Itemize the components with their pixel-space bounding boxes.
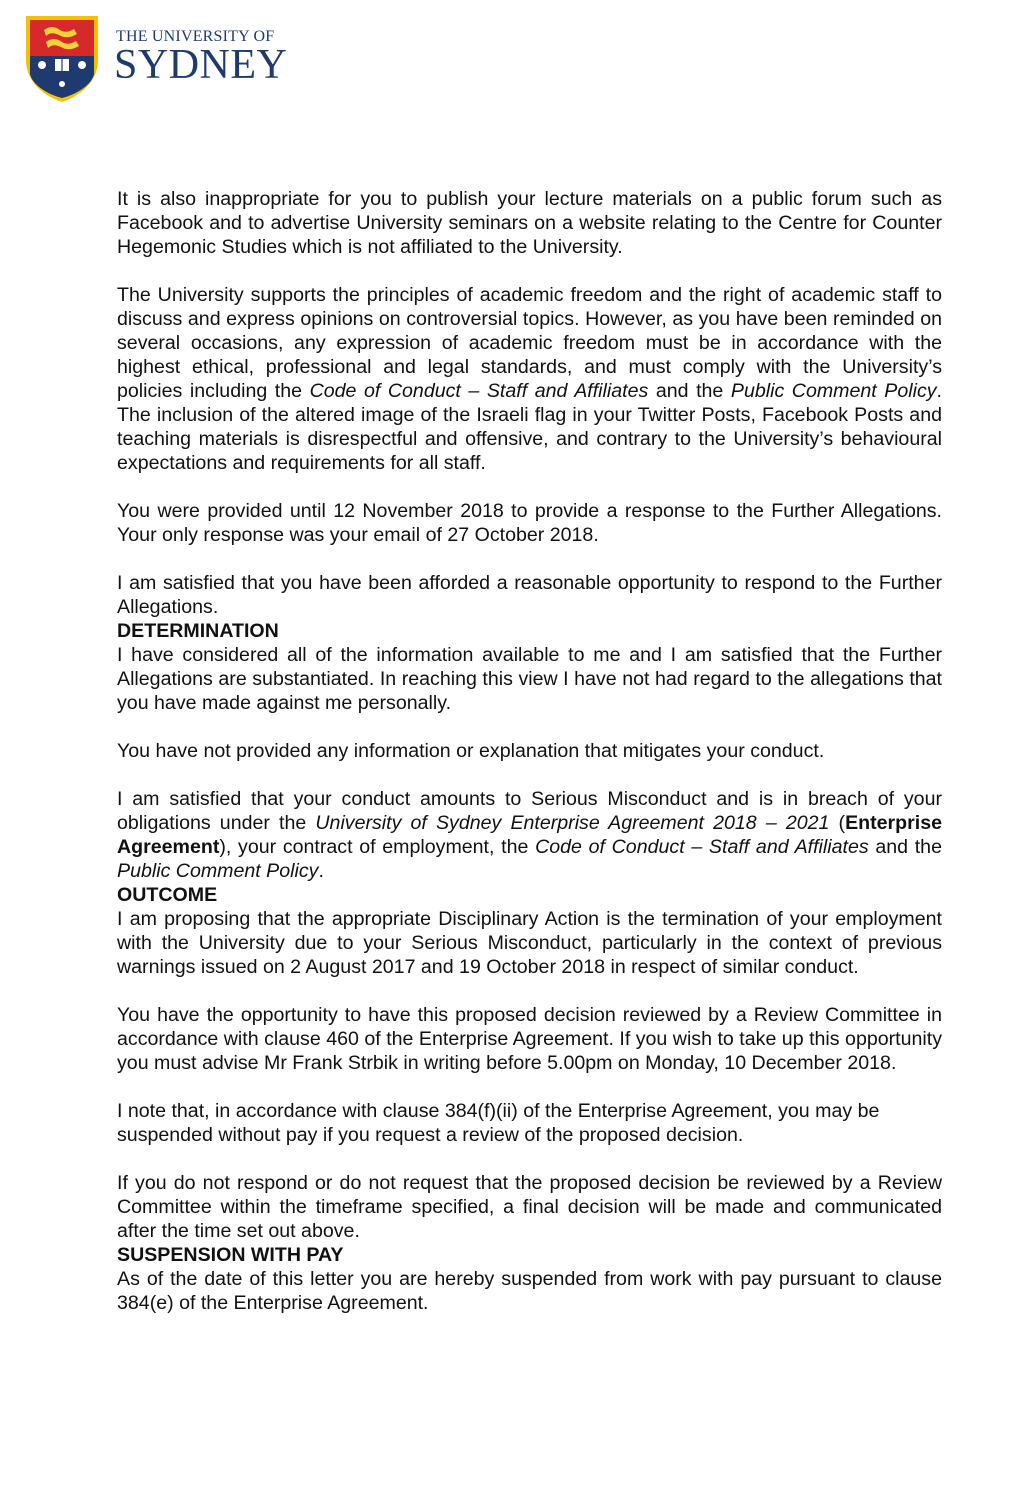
paragraph-reasonable-opportunity: I am satisfied that you have been afforded a reasonable opportunity to respond to the Further Allegations. bbox=[117, 572, 942, 618]
paragraph-serious-misconduct: I am satisfied that your conduct amounts to Serious Misconduct and is in breach of your obligations under the University of Sydney Enterprise Agreement 2018 – 2021 (Enterprise Agreement), your contract of employment, the Code of Conduct – Staff and Affiliates and the Public Comment Policy. bbox=[117, 788, 942, 882]
university-name-line1: THE UNIVERSITY OF bbox=[116, 28, 275, 45]
letter-body bbox=[117, 187, 942, 1315]
heading-outcome: OUTCOME bbox=[117, 884, 218, 906]
paragraph-review-opportunity: You have the opportunity to have this proposed decision reviewed by a Review Committee in accordance with clause 460 of the Enterprise Agreement. If you wish to take up this opportunity you must advise Mr Frank Strbik in writing before 5.00pm on Monday, 10 December 2018. bbox=[117, 1004, 942, 1074]
paragraph-substantiated: I have considered all of the information available to me and I am satisfied that the Further Allegations are substantiated. In reaching this view I have not had regard to the allegations that you have made against me personally. bbox=[117, 644, 942, 714]
paragraph-no-mitigation: You have not provided any information or explanation that mitigates your conduct. bbox=[117, 740, 825, 762]
paragraph-academic-freedom: The University supports the principles of academic freedom and the right of academic staff to discuss and express opinions on controversial topics. However, as you have been reminded on several occasions, any expression of academic freedom must be in accordance with the highest ethical, professional and legal standards, and must comply with the University’s policies including the Code of Conduct – Staff and Affiliates and the Public Comment Policy. The inclusion of the altered image of the Israeli flag in your Twitter Posts, Facebook Posts and teaching materials is disrespectful and offensive, and contrary to the University’s behavioural expectations and requirements for all staff. bbox=[117, 284, 942, 474]
heading-determination: DETERMINATION bbox=[117, 620, 279, 642]
university-name-line2: SYDNEY bbox=[114, 42, 288, 88]
paragraph-suspended-with-pay: As of the date of this letter you are hereby suspended from work with pay pursuant to clause 384(e) of the Enterprise Agreement. bbox=[117, 1268, 942, 1314]
paragraph-final-decision: If you do not respond or do not request that the proposed decision be reviewed by a Review Committee within the timeframe specified, a final decision will be made and communicated after the time set out above. bbox=[117, 1172, 942, 1242]
paragraph-publish-materials: It is also inappropriate for you to publish your lecture materials on a public forum such as Facebook and to advertise University seminars on a website relating to the Centre for Counter Hegemonic Studies which is not affiliated to the University. bbox=[117, 188, 942, 258]
letterhead bbox=[22, 12, 322, 104]
paragraph-termination-proposal: I am proposing that the appropriate Disciplinary Action is the termination of your employment with the University due to your Serious Misconduct, particularly in the context of previous warnings issued on 2 August 2017 and 19 October 2018 in respect of similar conduct. bbox=[117, 908, 942, 978]
university-crest-logo bbox=[22, 12, 102, 104]
paragraph-response-deadline: You were provided until 12 November 2018 to provide a response to the Further Allegations. Your only response was your email of 27 October 2018. bbox=[117, 500, 942, 546]
paragraph-suspension-without-pay: I note that, in accordance with clause 384(f)(ii) of the Enterprise Agreement, you may be suspended without pay if you request a review of the proposed decision. bbox=[117, 1100, 880, 1146]
heading-suspension-with-pay: SUSPENSION WITH PAY bbox=[117, 1244, 344, 1266]
